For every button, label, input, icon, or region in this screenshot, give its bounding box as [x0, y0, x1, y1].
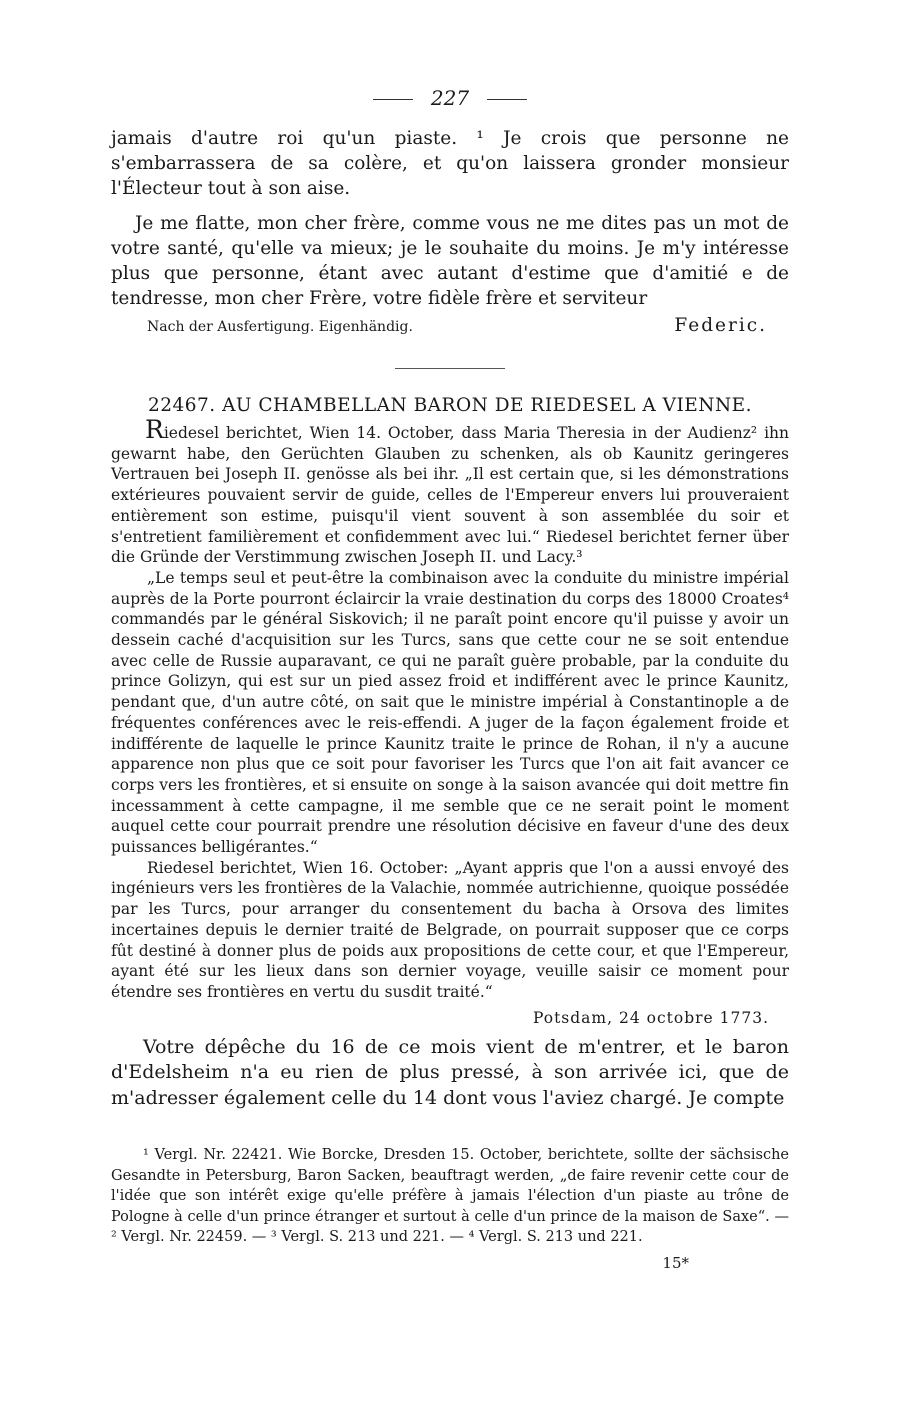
summary-paragraph-3: Riedesel berichtet, Wien 16. October: „Ayant appris que l'on a aussi envoyé des ingénieurs vers les frontières de la Valachie, nommée autrichienne, quoique possédée par les Turcs, pour arranger du consentement du bacha à Orsova des limites incertaines depuis le dernier traité de Belgrade, on pourrait supposer que ce corps fût destiné à donner plus de poids aux propositions de cette cour, et que l'Empereur, ayant été sur les lieux dans son dernier voyage, veuille saisir ce moment pour étendre ses frontières en vertu du susdit traité.“: [111, 858, 789, 1001]
footnote-text: ¹ Vergl. Nr. 22421. Wie Borcke, Dresden 15. October, berichtete, sollte der sächsische Gesandte in Petersburg, Baron Sacken, beauftragt werden, „de faire revenir cette cour de l'idée que son intérêt exige qu'elle préfère à jamais l'élection d'un piaste au trône de Pologne à celle d'un prince étranger et surtout à celle d'un prince de la maison de Saxe“. — ² Vergl. Nr. 22459. — ³ Vergl. S. 213 und 221. — ⁴ Vergl. S. 213 und 221.: [111, 1147, 789, 1246]
source-note: Nach der Ausfertigung. Eigenhändig.: [147, 319, 413, 335]
header-rule-right: [487, 99, 527, 100]
section-divider: [395, 368, 505, 369]
header-rule-left: [373, 99, 413, 100]
summary-paragraph-2: „Le temps seul et peut-être la combinaison avec la conduite du ministre impérial auprès de la Porte pourront éclaircir la vraie destination du corps des 18000 Croates⁴ commandés par le général Siskovich; il ne paraît point encore qu'il puisse y avoir un dessein caché d'acquisition sur les Turcs, sans que cette cour ne se soit entendue avec celle de Russie auparavant, ce qui ne paraît guère probable, par la conduite du prince Golizyn, qui est sur un pied assez froid et indifférent avec le prince Kaunitz, pendant que, d'un autre côté, on sait que le ministre impérial à Constantinople a de fréquentes conférences avec le reis-effendi. A juger de la façon également froide et indifférente de laquelle le prince Kaunitz traite le prince de Rohan, il n'y a aucune apparence non plus que ce soit pour favoriser les Turcs que l'on ait fait avancer ce corps vers les frontières, et si ensuite on songe à la saison avancée qui doit mettre fin incessamment à cette campagne, il me semble que ce ne serait point le moment auquel cette cour pourrait prendre une résolution décisive en faveur d'une des deux puissances belligérantes.“: [111, 568, 789, 857]
letter-paragraph-1: jamais d'autre roi qu'un piaste. ¹ Je crois que personne ne s'embarrassera de sa colère, et qu'on laissera gronder monsieur l'Électeur tout à son aise.: [111, 128, 789, 199]
letter-body: Votre dépêche du 16 de ce mois vient de m'entrer, et le baron d'Edelsheim n'a eu rien de plus pressé, à son arrivée ici, que de m'adresser également celle du 14 dont vous l'aviez chargé. Je compte: [111, 1035, 789, 1109]
summary-paragraph-1: [111, 415, 789, 568]
drop-cap: R: [145, 415, 164, 444]
footnotes: [111, 1145, 789, 1272]
place-date: Potsdam, 24 octobre 1773.: [532, 1008, 769, 1027]
signature-mark: 15*: [662, 1253, 689, 1272]
summary-text-1: iedesel berichtet, Wien 14. October, dass Maria Theresia in der Audienz² ihn gewarnt habe, den Gerüchten Glauben zu schenken, als ob Kaunitz geringeres Vertrauen bei Joseph II. genösse als bei ihr. „Il est certain que, si les démonstrations extérieures pouvaient servir de guide, celles de l'Empereur envers lui prouveraient entièrement son estime, puisqu'il vient souvent à son assemblée du soir et s'entretient familièrement et confidemment avec lui.“ Riedesel berichtet ferner über die Gründe der Verstimmung zwischen Joseph II. und Lacy.³: [111, 424, 789, 567]
section-heading: 22467. AU CHAMBELLAN BARON DE RIEDESEL A VIENNE.: [147, 395, 753, 416]
letter-paragraph-2: Je me flatte, mon cher frère, comme vous ne me dites pas un mot de votre santé, qu'elle va mieux; je le souhaite du moins. Je m'y intéresse plus que personne, étant avec autant d'estime que d'amitié e de tendresse, mon cher Frère, votre fidèle frère et serviteur: [111, 213, 789, 309]
signature-line: [111, 315, 789, 336]
page-header: [111, 86, 789, 110]
document-page: [111, 86, 789, 1272]
signer-name: Federic.: [674, 315, 767, 336]
page-number: 227: [430, 86, 470, 110]
